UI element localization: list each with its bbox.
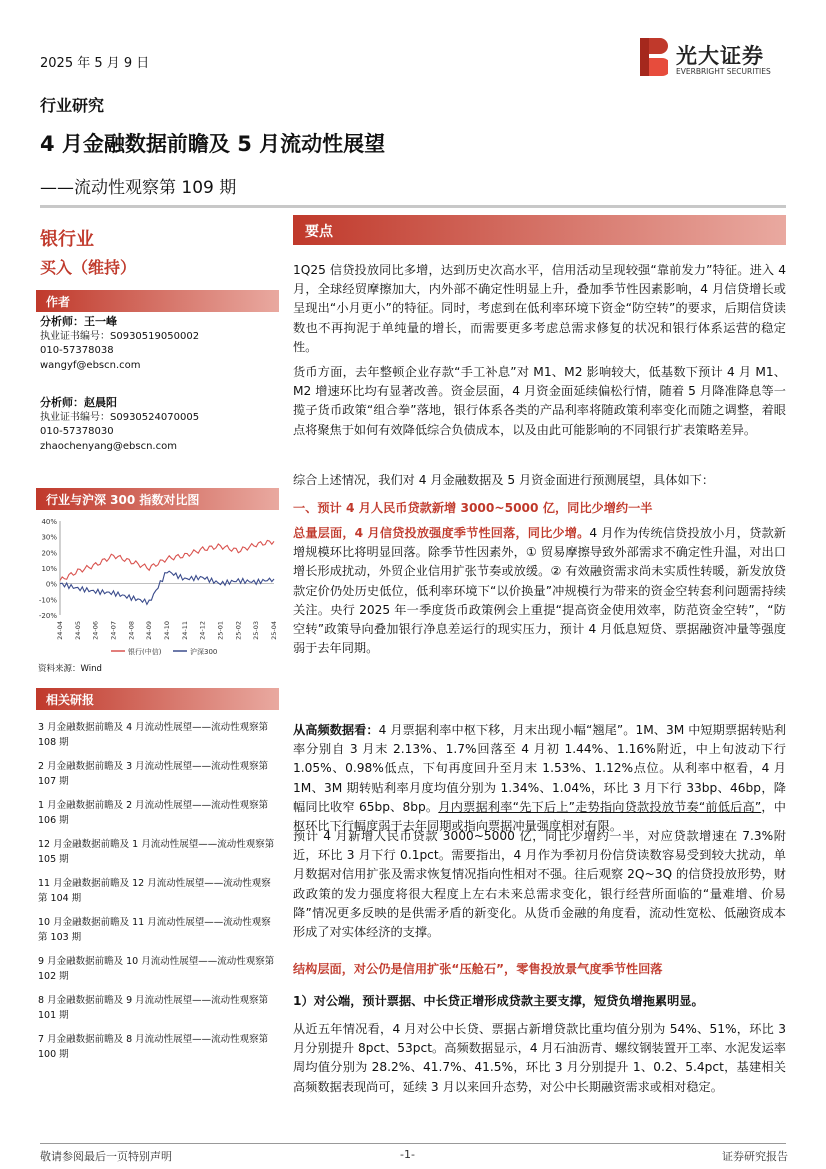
rating-label: 买入（维持）: [40, 258, 137, 277]
analyst-email[interactable]: zhaochenyang@ebscn.com: [40, 440, 177, 452]
related-research-list: [38, 721, 278, 1072]
paragraph: 货币方面，去年整顿企业存款“手工补息”对 M1、M2 影响较大，低基数下预计 4 月 M1、M2 增速环比均有显著改善。资金层面，4 月资金面延续偏松行情，随着 5 月降准降息等一揽子货币政策“组合拳”落地，银行体系各类的产品利率将随政策利率变化而随之调整，着眼点将聚焦于如何有效降低综合负债成本，以及由此可能影响的不同银行扩表策略差异。: [293, 365, 786, 437]
x-tick-label: 24-04: [56, 621, 64, 640]
paragraph: 1Q25 信贷投放同比多增，达到历史次高水平，信用活动呈现较强“靠前发力”特征。进入 4 月，全球经贸摩擦加大，内外部不确定性明显上升，叠加季节性因素影响，4 月信贷增长或呈现出“小月更小”的特征。同时，考虑到在低利率环境下资金“防空转”的要求，后期信贷读数也不再拘泥于单纯量的增长，而需要更多考虑总需求修复的状况和银行体系运营的稳定性。: [293, 263, 786, 354]
analyst-phone: 010-57378030: [40, 426, 114, 437]
y-tick-label: 20%: [41, 549, 57, 558]
x-tick-label: 24-10: [163, 621, 171, 640]
title-divider: [40, 205, 786, 208]
comparison-chart: [36, 515, 279, 660]
chart-source: 资料来源：Wind: [38, 664, 102, 674]
research-link[interactable]: 8 月金融数据前瞻及 9 月流动性展望——流动性观察第 101 期: [38, 995, 269, 1021]
report-type: 行业研究: [40, 96, 105, 115]
paragraph-lead: 从高频数据看：: [293, 723, 379, 737]
page-number: -1-: [400, 1148, 415, 1161]
paragraph: [293, 524, 786, 658]
paragraph: 预计 4 月新增人民币贷款 3000~5000 亿，同比少增约一半，对应贷款增速在 7.3%附近，环比 3 月下行 0.1pct。需要指出，4 月作为季初月份信贷读数容易受到较大扰动，单月数据对信用扩张及需求恢复情况指向性相对不强。往后观察 2Q~3Q 的信贷投放形势，财政政策的发力强度将很大程度上左右未来总需求变化，银行经营所面临的“量难增、价易降”情况更多反映的是供需矛盾的新变化。从货币金融的角度看，流动性宽松、低融资成本形成了对实体经济的支撑。: [293, 829, 786, 940]
research-link[interactable]: 1 月金融数据前瞻及 2 月流动性展望——流动性观察第 106 期: [38, 800, 269, 826]
series-line: [60, 571, 274, 604]
company-logo: [638, 38, 788, 82]
research-link[interactable]: 10 月金融数据前瞻及 11 月流动性展望——流动性观察第 103 期: [38, 917, 271, 943]
y-tick-label: -20%: [38, 612, 57, 620]
section-heading: 一、预计 4 月人民币贷款新增 3000~5000 亿，同比少增约一半: [293, 501, 653, 515]
logo-english-name: EVERBRIGHT SECURITIES: [676, 67, 771, 76]
analyst-cert: 执业证书编号：S0930524070005: [40, 411, 200, 423]
x-tick-label: 24-09: [145, 621, 154, 640]
y-tick-label: -10%: [38, 596, 57, 605]
page-title: 4 月金融数据前瞻及 5 月流动性展望: [40, 132, 386, 156]
legend-label: 沪深300: [190, 648, 218, 656]
research-link[interactable]: 11 月金融数据前瞻及 12 月流动性展望——流动性观察第 104 期: [38, 878, 271, 904]
paragraph-lead: 总量层面，4 月信贷投放强度季节性回落，同比少增。: [293, 526, 590, 540]
x-tick-label: 24-07: [109, 621, 118, 640]
related-research-bar: 相关研报: [36, 688, 279, 710]
x-tick-label: 24-08: [127, 621, 136, 640]
x-tick-label: 25-02: [234, 621, 243, 640]
footer-disclaimer[interactable]: 敬请参阅最后一页特别声明: [40, 1150, 172, 1163]
research-link[interactable]: 3 月金融数据前瞻及 4 月流动性展望——流动性观察第 108 期: [38, 722, 269, 748]
paragraph: 从近五年情况看，4 月对公中长贷、票据占新增贷款比重均值分别为 54%、51%，环比 3 月分别提升 8pct、53pct。高频数据显示，4 月石油沥青、螺纹钢装置开工率、水泥发运率周均值分别为 28.2%、41.7%、41.5%，环比 3 月分别提升 1、0.2、5.4pct，基建相关高频数据表现尚可，延续 3 月以来回升态势，对公中长期融资需求或相对稳定。: [293, 1022, 786, 1094]
paragraph-body: ，中枢环比下行幅度弱于去年同期或指向票据冲量强度相对有限。: [293, 799, 786, 834]
y-tick-label: 30%: [41, 533, 57, 542]
x-tick-label: 24-06: [91, 621, 100, 640]
y-tick-label: 10%: [41, 565, 57, 573]
x-tick-label: 24-05: [73, 621, 82, 640]
section-heading: 结构层面，对公仍是信用扩张“压舱石”，零售投放景气度季节性回落: [293, 962, 663, 976]
everbright-logo-icon: [638, 38, 668, 78]
author-section-bar: 作者: [36, 290, 279, 312]
x-tick-label: 25-04: [270, 621, 278, 640]
analyst-cert: 执业证书编号：S0930519050002: [40, 330, 200, 342]
research-link[interactable]: 2 月金融数据前瞻及 3 月流动性展望——流动性观察第 107 期: [38, 761, 269, 787]
series-line: [60, 540, 274, 580]
paragraph-body: 4 月作为传统信贷投放小月，贷款新增规模环比将明显回落。除季节性因素外，① 贸易摩擦导致外部需求不确定性升温，对出口增长形成扰动，外贸企业信用扩张节奏或放缓。② 有效融资需求尚未实质性转暖，新发放贷款定价仍处历史低位，低利率环境下“以价换量”冲规模行为带来的资金空转套利问题需持续关注。央行 2025 年一季度货币政策例会上重提“提高资金使用效率，防范资金空转”，“防空转”政策导向叠加银行净息差运行的现实压力，预计 4 月低息短贷、票据融资冲量等强度弱于去年同期。: [293, 526, 786, 656]
key-points-bar: 要点: [293, 215, 786, 245]
analyst-email[interactable]: wangyf@ebscn.com: [40, 359, 141, 371]
analyst-phone: 010-57378038: [40, 345, 114, 356]
analyst-card: [40, 315, 199, 373]
paragraph: 综合上述情况，我们对 4 月金融数据及 5 月资金面进行预测展望，具体如下：: [293, 473, 715, 487]
comparison-chart-svg: [36, 515, 279, 660]
underlined-text: 月内票据利率“先下后上”走势指向贷款投放节奏“前低后高”: [438, 799, 762, 814]
y-tick-label: 40%: [41, 518, 57, 526]
logo-chinese-name: 光大证券: [676, 44, 764, 68]
analyst-name: 分析师：王一峰: [40, 315, 117, 328]
page-subtitle: ——流动性观察第 109 期: [40, 178, 237, 198]
x-tick-label: 24-12: [198, 621, 207, 640]
footer-label: 证券研究报告: [722, 1150, 788, 1163]
footer-divider: [40, 1143, 786, 1144]
analyst-card: [40, 396, 199, 454]
x-tick-label: 25-03: [252, 621, 261, 640]
paragraph: [293, 721, 786, 836]
x-tick-label: 25-01: [216, 621, 225, 640]
y-tick-label: 0%: [45, 580, 57, 589]
paragraph-body: 4 月票据利率中枢下移，月末出现小幅“翘尾”。1M、3M 中短期票据转贴利率分别自 3 月末 2.13%、1.7%回落至 4 月初 1.44%、1.16%附近，中上旬波动下行 1.05%、0.98%低点，下旬再度回升至月末 1.53%、1.12%点位。从利率中枢看，4 月 1M、3M 期转贴利率月度均值分别为 1.34%、1.04%，环比 3 月下行 33bp、46bp，降幅同比收窄 65bp、8bp。: [293, 723, 787, 814]
research-link[interactable]: 9 月金融数据前瞻及 10 月流动性展望——流动性观察第 102 期: [38, 956, 275, 982]
sector-name: 银行业: [40, 229, 94, 250]
analyst-name: 分析师：赵晨阳: [40, 396, 117, 409]
research-link[interactable]: 12 月金融数据前瞻及 1 月流动性展望——流动性观察第 105 期: [38, 839, 275, 865]
report-date: 2025 年 5 月 9 日: [40, 56, 150, 71]
sub-heading: 1）对公端，预计票据、中长贷正增形成贷款主要支撑，短贷负增拖累明显。: [293, 994, 704, 1008]
x-tick-label: 24-11: [180, 621, 189, 640]
research-link[interactable]: 7 月金融数据前瞻及 8 月流动性展望——流动性观察第 100 期: [38, 1034, 269, 1060]
legend-label: 银行(中信): [128, 648, 162, 656]
comparison-chart-bar: 行业与沪深 300 指数对比图: [36, 488, 279, 510]
